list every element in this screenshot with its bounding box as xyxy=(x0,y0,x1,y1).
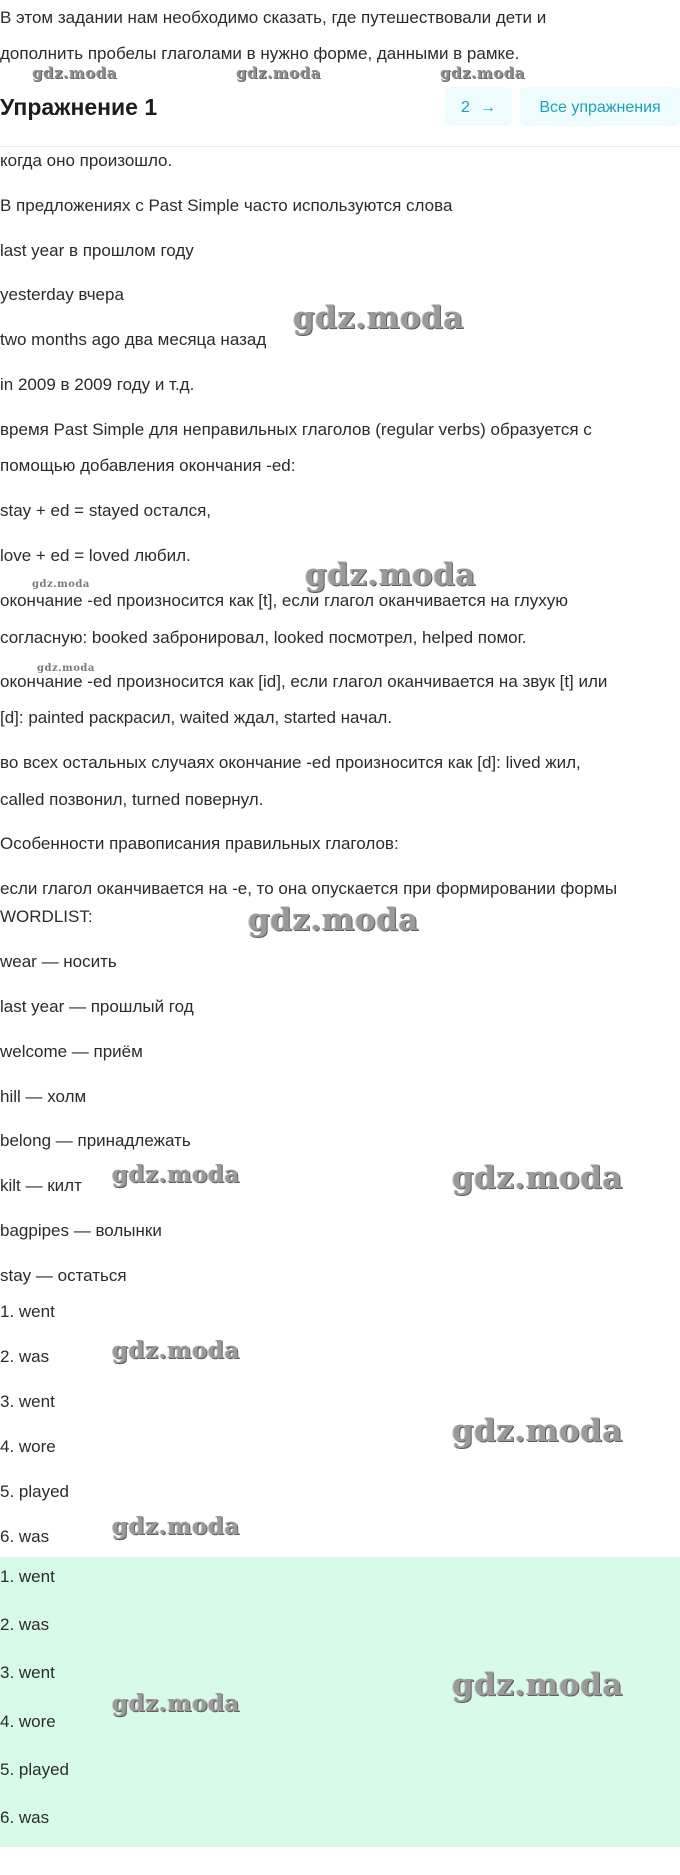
wordlist-item: welcome — приём xyxy=(0,1042,143,1061)
theory-line: two months ago два месяца назад xyxy=(0,330,267,349)
theory-line: called позвонил, turned повернул. xyxy=(0,790,264,809)
intro-line: дополнить пробелы глаголами в нужно форме, данными в рамке. xyxy=(0,44,520,63)
watermark: gdz.moda xyxy=(32,579,90,590)
theory-line: yesterday вчера xyxy=(0,285,124,304)
watermark: gdz.moda xyxy=(452,1413,623,1449)
theory-line: last year в прошлом году xyxy=(0,241,194,260)
wordlist-item: bagpipes — волынки xyxy=(0,1221,162,1240)
answer-item: 2. was xyxy=(0,1347,50,1366)
watermark: gdz.moda xyxy=(452,1160,623,1196)
watermark: gdz.moda xyxy=(440,64,525,82)
exercise-title: Упражнение 1 xyxy=(0,94,158,120)
watermark: gdz.moda xyxy=(236,64,321,82)
watermark: gdz.moda xyxy=(32,64,117,82)
theory-line: in 2009 в 2009 году и т.д. xyxy=(0,375,195,394)
highlighted-answer-item: 2. was xyxy=(0,1615,50,1634)
theory-line: окончание -ed произносится как [id], если глагол оканчивается на звук [t] или xyxy=(0,672,608,691)
wordlist-item: kilt — килт xyxy=(0,1176,82,1195)
arrow-right-icon: → xyxy=(479,99,496,116)
theory-line: [d]: painted раскрасил, waited ждал, started начал. xyxy=(0,708,393,727)
all-exercises-button[interactable]: Все упражнения xyxy=(520,87,680,126)
highlighted-answer-item: 6. was xyxy=(0,1808,50,1827)
watermark: gdz.moda xyxy=(37,663,95,674)
watermark: gdz.moda xyxy=(112,1690,240,1717)
highlighted-answer-item: 4. wore xyxy=(0,1712,56,1731)
theory-line: love + ed = loved любил. xyxy=(0,546,191,565)
wordlist-item: last year — прошлый год xyxy=(0,997,194,1016)
theory-line: В предложениях с Past Simple часто используются слова xyxy=(0,196,453,215)
watermark: gdz.moda xyxy=(112,1337,240,1364)
theory-line: время Past Simple для неправильных глаголов (regular verbs) образуется с xyxy=(0,420,592,439)
theory-line: если глагол оканчивается на -е, то она опускается при формировании формы xyxy=(0,879,618,898)
theory-line: Особенности правописания правильных глаголов: xyxy=(0,834,399,853)
wordlist-item: hill — холм xyxy=(0,1087,87,1106)
watermark: gdz.moda xyxy=(112,1513,240,1540)
answer-item: 5. played xyxy=(0,1482,69,1501)
watermark: gdz.moda xyxy=(293,300,464,336)
wordlist-item: stay — остаться xyxy=(0,1266,127,1285)
theory-line: помощью добавления окончания -ed: xyxy=(0,456,296,475)
theory-line: согласную: booked забронировал, looked посмотрел, helped помог. xyxy=(0,628,527,647)
next-exercise-label: 2 xyxy=(461,99,470,116)
wordlist-item: wear — носить xyxy=(0,952,117,971)
wordlist-item: belong — принадлежать xyxy=(0,1131,191,1150)
highlighted-answer-item: 3. went xyxy=(0,1663,55,1682)
answer-item: 6. was xyxy=(0,1527,50,1546)
highlighted-answer-item: 1. went xyxy=(0,1567,55,1586)
highlighted-answer-item: 5. played xyxy=(0,1760,69,1779)
wordlist-heading: WORDLIST: xyxy=(0,907,93,926)
theory-line: stay + ed = stayed остался, xyxy=(0,501,211,520)
answer-item: 1. went xyxy=(0,1302,55,1321)
answer-item: 3. went xyxy=(0,1392,55,1411)
watermark: gdz.moda xyxy=(112,1161,240,1188)
theory-line: во всех остальных случаях окончание -ed произносится как [d]: lived жил, xyxy=(0,753,581,772)
watermark: gdz.moda xyxy=(452,1667,623,1703)
answer-item: 4. wore xyxy=(0,1437,56,1456)
watermark: gdz.moda xyxy=(305,557,476,593)
intro-line: В этом задании нам необходимо сказать, где путешествовали дети и xyxy=(0,8,547,27)
next-exercise-button[interactable] xyxy=(445,87,512,126)
theory-line: окончание -ed произносится как [t], если глагол оканчивается на глухую xyxy=(0,591,568,610)
watermark: gdz.moda xyxy=(248,902,419,938)
theory-line: когда оно произошло. xyxy=(0,151,173,170)
